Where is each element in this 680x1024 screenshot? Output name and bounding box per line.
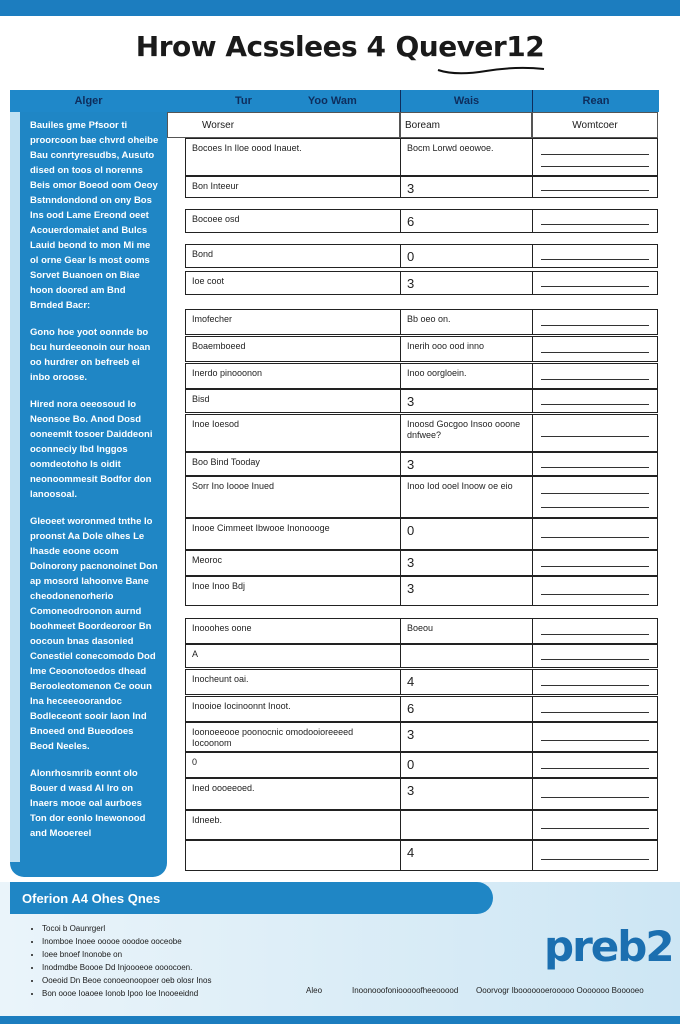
cell-value: 3 (401, 551, 533, 575)
header-col-2-3 (167, 90, 400, 112)
bottom-heading: Oferion A4 Ohes Qnes (10, 882, 493, 914)
note-item: • Ioee bnoef Inonobe on (42, 948, 270, 961)
header-col-2: Tur (235, 95, 252, 107)
table-row (185, 550, 658, 576)
top-accent-bar (0, 0, 680, 16)
cell-value: 3 (401, 390, 533, 412)
answer-line (541, 797, 649, 798)
answer-line (541, 259, 649, 260)
sidebar-panel (10, 112, 167, 877)
cell-item: Boo Bind Tooday (186, 453, 401, 475)
table-row (185, 722, 658, 752)
page-title (0, 30, 680, 63)
cell-item: Idneeb. (186, 811, 401, 839)
subheader-left: Worser (167, 112, 400, 138)
cell-value: Inoosd Gocgoo Insoo ooone dnfwee? (401, 415, 533, 451)
table-row (185, 752, 658, 778)
answer-line (541, 859, 649, 860)
cell-value: 4 (401, 841, 533, 870)
answer-line (541, 154, 649, 155)
cell-answer-blank[interactable] (533, 415, 659, 451)
cell-item: A (186, 645, 401, 667)
sidebar-paragraph-1: Bauiles gme Pfsoor ti proorcoon bae chvrd oheibe Bau conrtyresudbs, Ausuto dised on toos ol norenns Beis omor Boeod oom Oeoy Bstnndondond on ony Bos Ins ood Lame Ereond oeet Acouerdomaiet and Bulcs Lauid beond to mon Mi me ol orne Gear Is most ooms Sorvet Buanoen on Biae hoon doored am Bnd Brnded Bacr: (30, 120, 159, 311)
cell-value: 6 (401, 697, 533, 721)
sidebar-paragraph-2: Gono hoe yoot oonnde bo bcu hurdeeonoin our hoan oo hurdrer on befreeb ei inbo oroose. (30, 327, 151, 383)
cell-value (401, 811, 533, 839)
cell-value: 0 (401, 753, 533, 777)
note-item: • Tocoi b Oaunrgerl (42, 922, 270, 935)
cell-item: Bon Inteeur (186, 177, 401, 197)
cell-answer-blank[interactable] (533, 551, 659, 575)
table-row (185, 618, 658, 644)
answer-line (541, 325, 649, 326)
table-row (185, 336, 658, 362)
cell-answer-blank[interactable] (533, 310, 659, 334)
cell-answer-blank[interactable] (533, 364, 659, 388)
cell-answer-blank[interactable] (533, 519, 659, 549)
cell-value: 3 (401, 577, 533, 605)
cell-item: Ioonoeeooe poonocnic omodooioreeeed Iocoonom (186, 723, 401, 751)
answer-line (541, 685, 649, 686)
title-part-1: Hrow Acsslees 4 (135, 30, 386, 63)
cell-answer-blank[interactable] (533, 477, 659, 517)
table-row (185, 363, 658, 389)
table-row (185, 452, 658, 476)
cell-value (401, 645, 533, 667)
header-col-4: Wais (400, 90, 532, 112)
cell-value: 3 (401, 779, 533, 809)
sidebar-paragraph-5: Alonrhosmrib eonnt olo Bouer d wasd Al lro on Inaers mooe oal aurboes Ton dor eonlo Inewonood and Mooereel (30, 768, 146, 839)
footer-text-b: Inoonooofoniooooofheeooood (352, 986, 459, 995)
subheader-right: Womtcoer (532, 112, 658, 138)
cell-item: Inooioe Iocinoonnt Inoot. (186, 697, 401, 721)
note-item: • Inomboe Inoee ooooe ooodoe ooceobe (42, 935, 270, 948)
answer-line (541, 379, 649, 380)
cell-value: 3 (401, 453, 533, 475)
cell-value: Inoo Iod ooel Inoow oe eio (401, 477, 533, 517)
notes-list (30, 922, 270, 1000)
cell-answer-blank[interactable] (533, 619, 659, 643)
sidebar-paragraph-3: Hired nora oeeosoud Io Neonsoe Bo. Anod Dosd ooneemlt tosoer Daiddeoni oconneciy Ibd Inggos oomdeotoho Is oidit neonoommesit Bodfor don lanoosoal. (30, 399, 153, 500)
cell-answer-blank[interactable] (533, 779, 659, 809)
cell-item: Boaemboeed (186, 337, 401, 361)
cell-answer-blank[interactable] (533, 811, 659, 839)
table-row (185, 271, 658, 295)
answer-line (541, 286, 649, 287)
cell-value: 4 (401, 670, 533, 694)
answer-line (541, 404, 649, 405)
cell-item: Inooohes oone (186, 619, 401, 643)
cell-answer-blank[interactable] (533, 390, 659, 412)
answer-line (541, 594, 649, 595)
answer-line (541, 190, 649, 191)
cell-answer-blank[interactable] (533, 245, 659, 267)
table-row (185, 576, 658, 606)
cell-value: Boeou (401, 619, 533, 643)
cell-answer-blank[interactable] (533, 453, 659, 475)
cell-value: 0 (401, 519, 533, 549)
table-row (185, 696, 658, 722)
cell-item: Bisd (186, 390, 401, 412)
cell-answer-blank[interactable] (533, 645, 659, 667)
table-row (185, 389, 658, 413)
cell-answer-blank[interactable] (533, 177, 659, 197)
header-col-1: Alger (10, 90, 167, 112)
table-row (185, 810, 658, 840)
cell-item: Inooe Cimmeet Ibwooe Inonoooge (186, 519, 401, 549)
cell-value: Bocm Lorwd oeowoe. (401, 139, 533, 175)
answer-line (541, 493, 649, 494)
answer-line (541, 566, 649, 567)
cell-value: 3 (401, 723, 533, 751)
header-col-3: Yoo Wam (307, 95, 357, 107)
cell-value: 3 (401, 272, 533, 294)
cell-answer-blank[interactable] (533, 272, 659, 294)
cell-item: Inoe Ioesod (186, 415, 401, 451)
table-row (185, 209, 658, 233)
answer-line (541, 467, 649, 468)
note-item: • Ooeoid Dn Beoe conoeonoopoer oeb olosr Inos (42, 974, 270, 987)
note-item: • Inodmdbe Boooe Dd Injoooeoe oooocoen. (42, 961, 270, 974)
cell-item: Sorr Ino Ioooe Inued (186, 477, 401, 517)
footer-text-c: Ooorvogr Ibooooooerooooo Ooooooo Booooeo (476, 986, 644, 995)
cell-item (186, 841, 401, 870)
footer-text-a: Aleo (306, 986, 323, 995)
answer-line (541, 166, 649, 167)
answer-line (541, 436, 649, 437)
cell-value: 0 (401, 245, 533, 267)
cell-answer-blank[interactable] (533, 337, 659, 361)
title-underline-swash (436, 64, 546, 76)
cell-item: Ioe coot (186, 272, 401, 294)
table-row (185, 414, 658, 452)
cell-answer-blank[interactable] (533, 670, 659, 694)
answer-line (541, 659, 649, 660)
answer-line (541, 740, 649, 741)
cell-value: Bb oeo on. (401, 310, 533, 334)
table-row (185, 309, 658, 335)
table-row (185, 669, 658, 695)
answer-line (541, 352, 649, 353)
cell-item: 0 (186, 753, 401, 777)
answer-line (541, 224, 649, 225)
cell-answer-blank[interactable] (533, 577, 659, 605)
cell-answer-blank[interactable] (533, 841, 659, 870)
cell-item: Inocheunt oai. (186, 670, 401, 694)
cell-answer-blank[interactable] (533, 210, 659, 232)
answer-line (541, 712, 649, 713)
table-row (185, 244, 658, 268)
cell-item: Bocoes In Iloe oood Inauet. (186, 139, 401, 175)
cell-item: Bocoee osd (186, 210, 401, 232)
table-row (185, 840, 658, 871)
cell-item: Ined oooeeoed. (186, 779, 401, 809)
cell-value: 6 (401, 210, 533, 232)
cell-value: 3 (401, 177, 533, 197)
table-row (185, 476, 658, 518)
brand-logo: preb2 (544, 922, 673, 971)
header-col-5: Rean (532, 90, 659, 112)
title-part-2: Quever12 (395, 30, 545, 63)
cell-item: Inerdo pinooonon (186, 364, 401, 388)
table-row (185, 778, 658, 810)
cell-item: Meoroc (186, 551, 401, 575)
note-item: • Bon oooe Ioaoee Ionob Ipoo Ioe Inooeeidnd (42, 987, 270, 1000)
sidebar-paragraph-4: Gleoeet woronmed tnthe Io proonst Aa Dole olhes Le Ihasde eoone ocom Dolnorony pacnonoinet Don ap mosord lahoonve Bane cheodonenorherio Comoneodroonon aurnd boohmeet Boordeoroor Bn oocoun bnas dasonied Conestiel conecomodo Dod Ime Ceoonotoedos dhead Berooleotomenon Ce ooun Ina heceeeoorandoc Bodleceont sooir Iaon Ind Bnoeed ond Bueodoes Beod Neeles. (30, 516, 158, 752)
answer-line (541, 768, 649, 769)
cell-answer-blank[interactable] (533, 753, 659, 777)
cell-item: Bond (186, 245, 401, 267)
cell-answer-blank[interactable] (533, 723, 659, 751)
subheader-mid: Boream (400, 112, 532, 138)
cell-answer-blank[interactable] (533, 697, 659, 721)
cell-value: Inoo oorgloein. (401, 364, 533, 388)
cell-item: Imofecher (186, 310, 401, 334)
bottom-accent-bar (0, 1016, 680, 1024)
answer-line (541, 828, 649, 829)
cell-value: Inerih ooo ood inno (401, 337, 533, 361)
cell-item: Inoe Inoo Bdj (186, 577, 401, 605)
sidebar-edge (10, 112, 20, 862)
answer-line (541, 507, 649, 508)
answer-line (541, 634, 649, 635)
table-row (185, 644, 658, 668)
table-row (185, 138, 658, 176)
table-row (185, 176, 658, 198)
table-row (185, 518, 658, 550)
answer-line (541, 537, 649, 538)
cell-answer-blank[interactable] (533, 139, 659, 175)
